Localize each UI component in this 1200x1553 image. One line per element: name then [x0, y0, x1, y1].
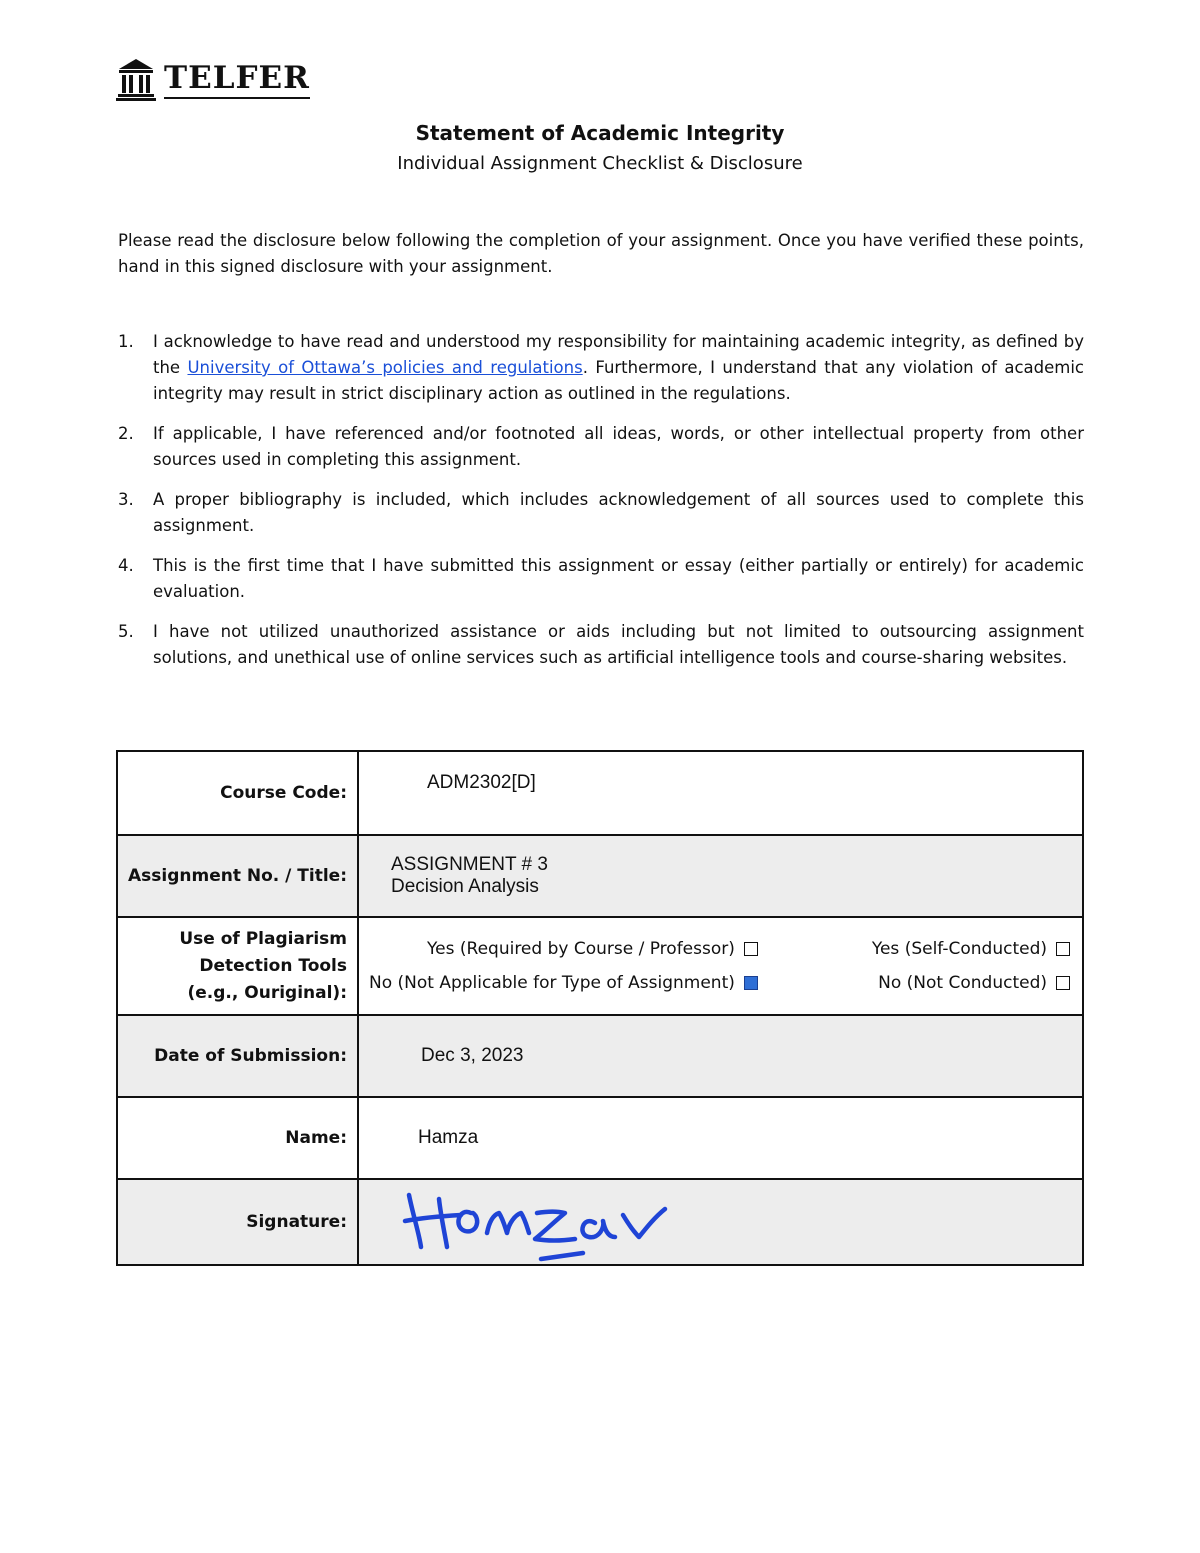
option-label: No (Not Conducted) [878, 973, 1047, 993]
course-code-field[interactable] [358, 751, 1083, 835]
item-number: 5. [118, 622, 134, 641]
item-text: I have not utilized unauthorized assistance or aids including but not limited to outsourcing assignment solutions, and unethical use of online services such as artificial intelligence tools and course-sharing websites. [153, 622, 1084, 667]
option-no-not-applicable[interactable] [369, 973, 758, 993]
date-field[interactable] [358, 1015, 1083, 1097]
page-subtitle: Individual Assignment Checklist & Disclosure [397, 153, 803, 174]
checklist-item [118, 487, 1084, 539]
item-text: This is the first time that I have submitted this assignment or essay (either partially or entirely) for academic evaluation. [153, 556, 1084, 601]
course-code-value: ADM2302[D] [427, 772, 536, 793]
form-row-signature [117, 1179, 1083, 1265]
checklist-item [118, 553, 1084, 605]
policies-link[interactable]: University of Ottawa’s policies and regulations [187, 358, 583, 377]
intro-paragraph: Please read the disclosure below following the completion of your assignment. Once you have verified these points, hand in this signed disclosure with your assignment. [118, 231, 1084, 276]
form-row-assignment [117, 835, 1083, 917]
option-yes-self[interactable] [758, 939, 1070, 959]
item-number: 3. [118, 490, 134, 509]
option-no-not-conducted[interactable] [758, 973, 1070, 993]
checkbox-yes-required[interactable] [744, 942, 758, 956]
name-value: Hamza [418, 1127, 479, 1148]
plagiarism-label-line: Detection Tools [199, 955, 347, 976]
checkbox-no-not-conducted[interactable] [1056, 976, 1070, 990]
submission-form [116, 750, 1084, 1266]
form-row-course [117, 751, 1083, 835]
assignment-title: Decision Analysis [391, 876, 539, 897]
page-title: Statement of Academic Integrity [415, 121, 785, 145]
item-number: 4. [118, 556, 134, 575]
checklist-item [118, 619, 1084, 671]
course-code-label: Course Code: [117, 751, 358, 835]
item-text: I acknowledge to have read and understood my responsibility for maintaining academic integrity, as defined by the [153, 332, 1084, 377]
assignment-field[interactable] [358, 835, 1083, 917]
item-number: 2. [118, 424, 134, 443]
plagiarism-checkbox-grid [369, 939, 1070, 993]
option-yes-required[interactable] [369, 939, 758, 959]
item-number: 1. [118, 332, 134, 351]
institution-building-icon [116, 57, 156, 101]
signature-label: Signature: [117, 1179, 358, 1265]
plagiarism-label-line: Use of Plagiarism [179, 928, 347, 949]
date-label: Date of Submission: [117, 1015, 358, 1097]
checkbox-yes-self[interactable] [1056, 942, 1070, 956]
plagiarism-label-line: (e.g., Ouriginal): [187, 982, 347, 1003]
form-row-date [117, 1015, 1083, 1097]
name-label: Name: [117, 1097, 358, 1179]
item-text: If applicable, I have referenced and/or footnoted all ideas, words, or other intellectual property from other sources used in completing this assignment. [153, 424, 1084, 469]
checklist-item [118, 421, 1084, 473]
signature-strokes [405, 1195, 665, 1259]
option-label: Yes (Self-Conducted) [871, 939, 1047, 959]
handwritten-signature [399, 1181, 679, 1263]
date-value: Dec 3, 2023 [421, 1045, 524, 1066]
option-label: No (Not Applicable for Type of Assignment) [369, 973, 735, 993]
checklist [118, 329, 1084, 685]
assignment-label: Assignment No. / Title: [117, 835, 358, 917]
checkbox-no-not-applicable[interactable] [744, 976, 758, 990]
assignment-number: ASSIGNMENT # 3 [391, 854, 548, 875]
signature-field[interactable] [358, 1179, 1083, 1265]
plagiarism-options [358, 917, 1083, 1015]
name-field[interactable] [358, 1097, 1083, 1179]
form-row-plagiarism [117, 917, 1083, 1015]
item-text: A proper bibliography is included, which includes acknowledgement of all sources used to complete this assignment. [153, 490, 1084, 535]
plagiarism-label [117, 917, 358, 1015]
option-label: Yes (Required by Course / Professor) [427, 939, 735, 959]
item-text: . Furthermore, I understand that any violation of academic integrity may result in strict disciplinary action as outlined in the regulations. [153, 358, 1084, 403]
form-row-name [117, 1097, 1083, 1179]
telfer-logo [116, 56, 310, 102]
logo-wordmark: TELFER [164, 59, 310, 99]
checklist-item [118, 329, 1084, 407]
